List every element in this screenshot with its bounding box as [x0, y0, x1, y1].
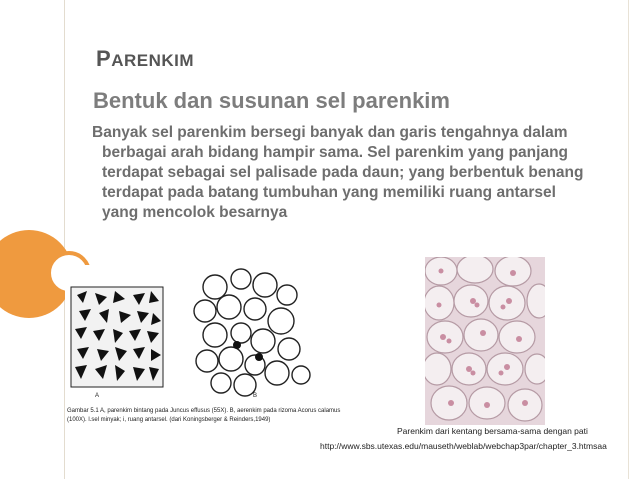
slide-subtitle: Bentuk dan susunan sel parenkim	[93, 88, 450, 113]
source-url: http://www.sbs.utexas.edu/mauseth/weblab/webchap3par/chapter_3.htmsaa	[320, 441, 607, 451]
slide-right-rule	[628, 0, 629, 479]
parenchyma-figure	[65, 265, 390, 428]
micrograph-drawing	[425, 257, 545, 425]
potato-photo-caption: Parenkim dari kentang bersama-sama dengan pati	[397, 426, 588, 436]
parenchyma-drawing	[65, 265, 390, 428]
panel-b-aerenchyma	[194, 269, 310, 396]
oil-cell-marker	[233, 341, 241, 349]
slide-body-text: Banyak sel parenkim bersegi banyak dan garis tengahnya dalam berbagai arah bidang hampir sama. Sel parenkim yang panjang terdapat sebagai sel palisade pada daun; yang berbentuk benang terdapat pada batang tumbuhan yang memiliki ruang antarsel yang mencolok besarnya	[92, 124, 584, 221]
panel-b-label: B	[253, 393, 258, 399]
slide-title	[96, 46, 194, 72]
panel-a-label: A	[95, 393, 100, 399]
oil-cell-marker	[255, 353, 263, 361]
figure-caption-line1: Gambar 5.1 A, parenkim bintang pada Juncus effusus (55X). B, aerenkim pada rizoma Acorus calamus	[67, 408, 341, 414]
slide-title-rest: ARENKIM	[111, 51, 195, 70]
panel-a-stellate-cells	[71, 287, 163, 387]
figure-caption-line2: (100X). l.sel minyak; i, ruang antarsel. (dari Koningsberger & Reinders,1949)	[67, 417, 271, 423]
slide-title-initial: P	[96, 46, 112, 71]
potato-parenchyma-photo	[425, 257, 545, 425]
